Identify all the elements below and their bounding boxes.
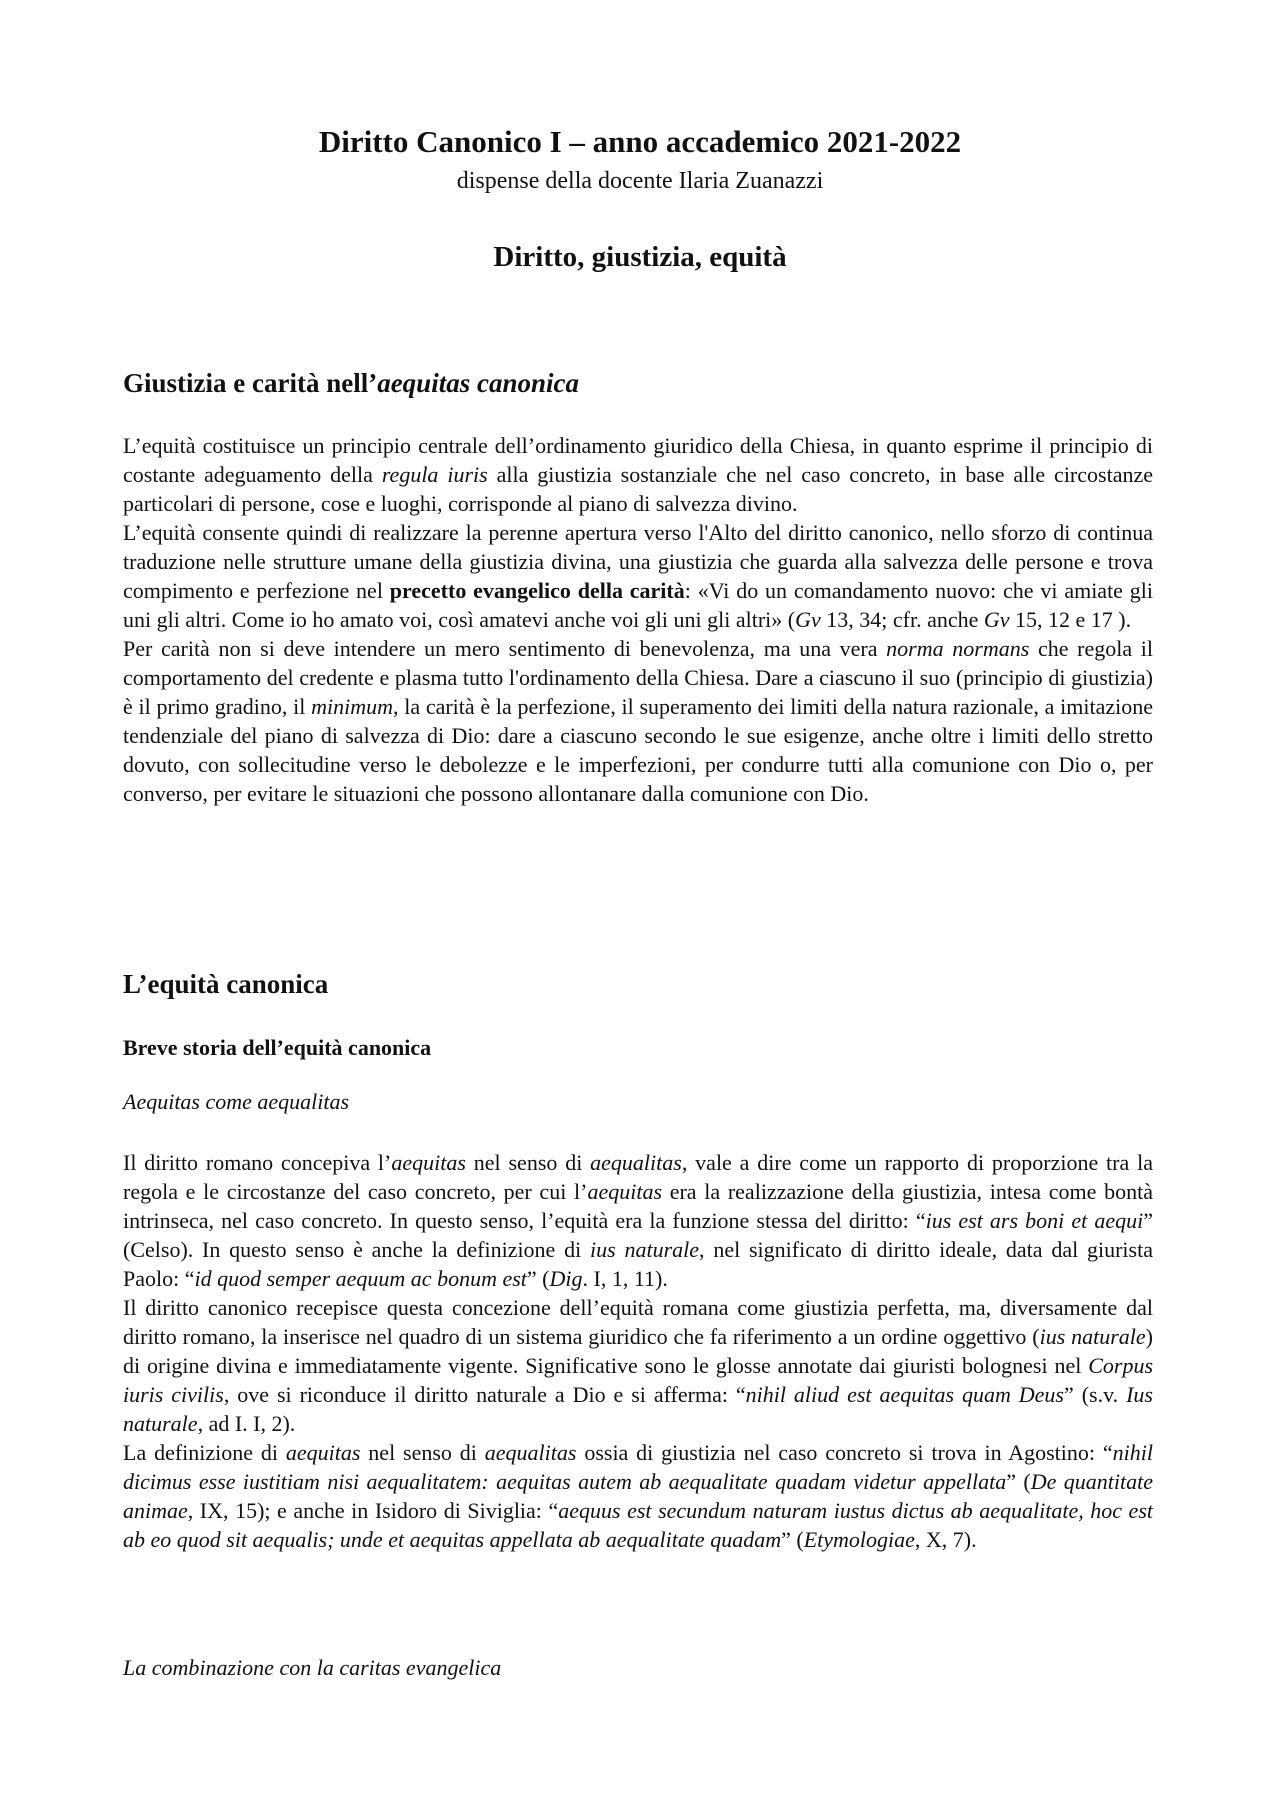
paragraph: L’equità costituisce un principio centrale dell’ordinamento giuridico della Chiesa, in quanto esprime il principio di costante adeguamento della regula iuris alla giustizia sostanziale che nel caso concreto, in base alle circostanze particolari di persone, cose e luoghi, corrisponde al piano di salvezza divino. bbox=[123, 433, 1153, 516]
paragraph: La definizione di aequitas nel senso di aequalitas ossia di giustizia nel caso concreto si trova in Agostino: “nihil dicimus esse iustitiam nisi aequalitatem: aequitas autem ab aequalitate quadam videtur appellata” (De quantitate animae, IX, 15); e anche in Isidoro di Siviglia: “aequus est secundum naturam iustus dictus ab aequalitate, hoc est ab eo quod sit aequalis; unde et aequitas appellata ab aequalitate quadam” (Etymologiae, X, 7). bbox=[123, 1440, 1153, 1552]
subsection-heading-breve-storia: Breve storia dell’equità canonica bbox=[123, 1035, 432, 1060]
paragraph: Il diritto canonico recepisce questa concezione dell’equità romana come giustizia perfetta, ma, diversamente dal diritto romano, la inserisce nel quadro di un sistema giuridico che fa riferimento a un ordine oggettivo (ius naturale) di origine divina e immediatamente vigente. Significative sono le glosse annotate dai giuristi bolognesi nel Corpus iuris civilis, ove si riconduce il diritto naturale a Dio e si afferma: “nihil aliud est aequitas quam Deus” (s.v. Ius naturale, ad I. I, 2). bbox=[123, 1295, 1153, 1436]
section2-body bbox=[123, 1148, 1153, 1554]
document-topic: Diritto, giustizia, equità bbox=[493, 241, 787, 273]
paragraph: Il diritto romano concepiva l’aequitas nel senso di aequalitas, vale a dire come un rapporto di proporzione tra la regola e le circostanze del caso concreto, per cui l’aequitas era la realizzazione della giustizia, intesa come bontà intrinseca, nel caso concreto. In questo senso, l’equità era la funzione stessa del diritto: “ius est ars boni et aequi” (Celso). In questo senso è anche la definizione di ius naturale, nel significato di diritto ideale, data dal giurista Paolo: “id quod semper aequum ac bonum est” (Dig. I, 1, 11). bbox=[123, 1150, 1153, 1291]
document-title: Diritto Canonico I – anno accademico 2021-2022 bbox=[318, 124, 962, 159]
sub-subheading-aequitas-aequalitas: Aequitas come aequalitas bbox=[123, 1089, 350, 1114]
paragraph: L’equità consente quindi di realizzare la perenne apertura verso l'Alto del diritto canonico, nello sforzo di continua traduzione nelle strutture umane della giustizia divina, una giustizia che guarda alla salvezza delle persone e trova compimento e perfezione nel precetto evangelico della carità: «Vi do un comandamento nuovo: che vi amiate gli uni gli altri. Come io ho amato voi, così amatevi anche voi gli uni gli altri» (Gv 13, 34; cfr. anche Gv 15, 12 e 17 ). bbox=[123, 520, 1153, 632]
section1-body bbox=[123, 431, 1153, 808]
sub-subheading-caritas-evangelica: La combinazione con la caritas evangelica bbox=[123, 1655, 502, 1680]
document-subtitle: dispense della docente Ilaria Zuanazzi bbox=[456, 168, 824, 194]
paragraph: Per carità non si deve intendere un mero sentimento di benevolenza, ma una vera norma normans che regola il comportamento del credente e plasma tutto l'ordinamento della Chiesa. Dare a ciascuno il suo (principio di giustizia) è il primo gradino, il minimum, la carità è la perfezione, il superamento dei limiti della natura razionale, a imitazione tendenziale del piano di salvezza di Dio: dare a ciascuno secondo le sue esigenze, anche oltre i limiti dello stretto dovuto, con sollecitudine verso le debolezze e le imperfezioni, per condurre tutti alla comunione con Dio o, per converso, per evitare le situazioni che possono allontanare dalla comunione con Dio. bbox=[123, 636, 1153, 806]
section-heading-equita-canonica: L’equità canonica bbox=[123, 969, 329, 999]
section-heading-giustizia-carita: Giustizia e carità nell’aequitas canonica bbox=[123, 368, 579, 398]
